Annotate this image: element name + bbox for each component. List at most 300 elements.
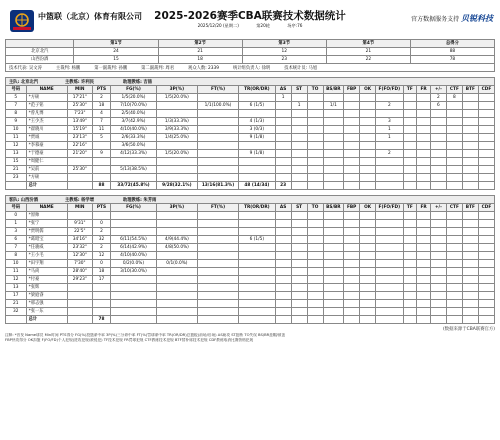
stat-cell — [323, 220, 344, 228]
stat-cell — [446, 174, 462, 182]
stat-cell — [323, 110, 344, 118]
stat-cell: 0 — [92, 220, 110, 228]
stat-cell — [376, 174, 403, 182]
stat-cell — [417, 228, 431, 236]
stat-cell — [417, 174, 431, 182]
stat-cell — [478, 134, 494, 142]
stat-cell: 7 — [92, 118, 110, 126]
quarter-score: 24 — [74, 48, 158, 56]
player-row — [6, 228, 495, 236]
player-row — [6, 260, 495, 268]
stats-column-header: FT(%) — [197, 204, 238, 212]
stat-cell — [307, 228, 323, 236]
stat-cell — [360, 260, 376, 268]
stat-cell: 25'30" — [67, 166, 92, 174]
stat-cell — [275, 268, 291, 276]
stat-cell — [462, 126, 478, 134]
stat-cell — [291, 308, 307, 316]
stat-cell: 6/11(54.5%) — [111, 236, 157, 244]
player-number: 8 — [6, 252, 27, 260]
team-name: 山西汾酒 — [6, 56, 74, 64]
stat-cell — [323, 150, 344, 158]
game-round: 第20轮 — [256, 23, 270, 28]
assistant-coach: 助理教练: 吉喆 — [123, 79, 152, 85]
stat-cell — [111, 276, 157, 284]
stat-cell — [197, 300, 238, 308]
stat-cell — [291, 252, 307, 260]
stat-cell — [344, 126, 360, 134]
stat-cell — [197, 220, 238, 228]
stat-cell: 22'16" — [67, 142, 92, 150]
stat-cell — [376, 300, 403, 308]
stat-cell — [275, 220, 291, 228]
stat-cell: 17 — [92, 276, 110, 284]
stat-cell — [360, 212, 376, 220]
stat-cell — [197, 126, 238, 134]
stat-cell — [111, 174, 157, 182]
stat-cell — [323, 228, 344, 236]
stat-cell — [417, 158, 431, 166]
stat-cell — [462, 110, 478, 118]
stat-cell: 18 — [92, 268, 110, 276]
stat-cell — [111, 228, 157, 236]
data-supporter — [411, 13, 493, 24]
stat-cell — [197, 142, 238, 150]
stat-cell: 1/1 — [323, 102, 344, 110]
sheet-header — [5, 3, 495, 39]
legend-line: FBP快攻得分 OK扣篮 F(FO/FD)个人犯规(进攻犯规/被侵犯) TF技术犯规 FR罚球犯规 CTF教练技术犯规 BTF替补席技术犯规 CDF教练取消比赛资格犯规 — [5, 338, 254, 343]
stats-column-header: CTF — [446, 86, 462, 94]
total-cell — [111, 316, 157, 324]
stat-cell — [376, 94, 403, 102]
stat-cell — [376, 212, 403, 220]
quarter-score: 21 — [326, 48, 410, 56]
stat-cell — [376, 236, 403, 244]
quarter-score: 23 — [242, 56, 326, 64]
stat-cell: 3/9(33.3%) — [156, 126, 197, 134]
stat-cell — [275, 110, 291, 118]
stat-cell — [360, 126, 376, 134]
stat-cell — [403, 166, 417, 174]
player-name: *贾明儒 — [26, 228, 67, 236]
stat-cell — [446, 284, 462, 292]
stat-cell — [446, 252, 462, 260]
total-score: 88 — [410, 48, 494, 56]
total-cell — [344, 182, 360, 190]
stat-cell — [291, 150, 307, 158]
stat-cell — [197, 174, 238, 182]
stat-cell — [417, 126, 431, 134]
stat-cell — [197, 118, 238, 126]
stat-cell — [376, 260, 403, 268]
stat-cell — [403, 236, 417, 244]
stat-cell — [239, 220, 276, 228]
stat-cell — [478, 212, 494, 220]
stat-cell — [197, 158, 238, 166]
stat-cell — [344, 292, 360, 300]
stat-cell — [291, 134, 307, 142]
stat-cell — [462, 220, 478, 228]
supporter-brand: 贝锐科技 — [461, 14, 493, 23]
stat-cell — [478, 276, 494, 284]
player-name: *田宇翔 — [26, 260, 67, 268]
stat-cell: 3/7(42.9%) — [111, 118, 157, 126]
stat-cell — [360, 300, 376, 308]
stat-cell — [239, 308, 276, 316]
stat-cell — [417, 236, 431, 244]
total-cell — [360, 316, 376, 324]
stat-cell: 21'20" — [67, 150, 92, 158]
stat-cell — [446, 158, 462, 166]
stat-cell: 1/4(25.0%) — [156, 134, 197, 142]
stat-cell — [462, 174, 478, 182]
stats-column-header: TF — [403, 204, 417, 212]
stat-cell — [430, 134, 446, 142]
stat-cell: 11 — [92, 126, 110, 134]
stats-column-header: 3P(%) — [156, 204, 197, 212]
stat-cell — [462, 118, 478, 126]
stats-column-header: OK — [360, 204, 376, 212]
total-cell — [462, 316, 478, 324]
total-cell: 总计 — [26, 316, 67, 324]
total-cell: 9/28(32.1%) — [156, 182, 197, 190]
quarter-header-cell — [6, 40, 74, 48]
stat-cell — [417, 244, 431, 252]
stat-cell — [417, 212, 431, 220]
stat-cell — [360, 284, 376, 292]
stats-column-header: F(FO/FD) — [376, 204, 403, 212]
stat-cell — [291, 292, 307, 300]
stat-cell — [478, 126, 494, 134]
stat-cell — [344, 252, 360, 260]
stat-cell — [360, 292, 376, 300]
stat-cell — [239, 158, 276, 166]
stat-cell — [239, 228, 276, 236]
referee-second: 第一副裁判: 孙鹏 — [94, 65, 128, 71]
stat-cell: 12'30" — [67, 252, 92, 260]
stats-column-header: 号码 — [6, 204, 27, 212]
stat-cell — [239, 244, 276, 252]
player-name: *原帅 — [26, 212, 67, 220]
stat-cell — [344, 260, 360, 268]
stat-cell — [403, 292, 417, 300]
stat-cell — [417, 284, 431, 292]
stat-cell: 1/5(20.0%) — [111, 94, 157, 102]
total-cell — [403, 182, 417, 190]
stat-cell — [403, 142, 417, 150]
player-row — [6, 134, 495, 142]
total-cell — [446, 182, 462, 190]
stat-cell — [67, 292, 92, 300]
stat-cell — [478, 244, 494, 252]
stat-cell — [67, 158, 92, 166]
stat-cell — [462, 308, 478, 316]
stat-cell — [323, 212, 344, 220]
stat-cell — [344, 166, 360, 174]
stat-cell — [462, 212, 478, 220]
stat-cell — [92, 158, 110, 166]
stat-cell — [430, 276, 446, 284]
stat-cell: 0 — [92, 260, 110, 268]
stat-cell — [360, 276, 376, 284]
stat-cell — [344, 300, 360, 308]
stat-cell — [92, 300, 110, 308]
stat-cell — [462, 134, 478, 142]
stats-column-header: F(FO/FD) — [376, 86, 403, 94]
stat-cell — [376, 308, 403, 316]
stat-cell — [291, 166, 307, 174]
stat-cell — [446, 228, 462, 236]
player-row — [6, 158, 495, 166]
total-cell — [462, 182, 478, 190]
stat-cell — [239, 94, 276, 102]
stat-cell — [275, 126, 291, 134]
team-heading — [5, 195, 495, 203]
stat-cell — [462, 268, 478, 276]
stat-cell: 0/2(0.0%) — [111, 260, 157, 268]
stat-cell — [462, 142, 478, 150]
stat-cell — [307, 150, 323, 158]
stat-cell — [275, 300, 291, 308]
total-cell: 33/72(45.8%) — [111, 182, 157, 190]
stat-cell — [446, 134, 462, 142]
home-team-block — [5, 77, 495, 190]
stat-cell — [275, 174, 291, 182]
stat-cell — [462, 276, 478, 284]
stat-cell — [344, 150, 360, 158]
stat-cell: 6 (1/5) — [239, 236, 276, 244]
stats-column-header: OK — [360, 86, 376, 94]
player-row — [6, 110, 495, 118]
stat-cell: 25'30" — [67, 102, 92, 110]
player-number: 7 — [6, 244, 27, 252]
stat-cell — [344, 142, 360, 150]
quarter-score: 18 — [158, 56, 242, 64]
stat-cell — [446, 292, 462, 300]
stat-cell: 34'16" — [67, 236, 92, 244]
stats-clerk: 技术统计员: 马旭 — [284, 65, 318, 71]
stat-cell — [156, 174, 197, 182]
total-cell — [403, 316, 417, 324]
stat-cell — [239, 260, 276, 268]
stat-cell — [376, 110, 403, 118]
stat-cell — [291, 110, 307, 118]
player-number: 1 — [6, 220, 27, 228]
total-cell — [417, 182, 431, 190]
stat-cell — [344, 236, 360, 244]
stat-cell — [197, 308, 238, 316]
player-name: *周健仁 — [26, 158, 67, 166]
stat-cell — [403, 228, 417, 236]
total-cell: 48 (14/34) — [239, 182, 276, 190]
stats-column-header: NAME — [26, 204, 67, 212]
stat-cell — [291, 260, 307, 268]
player-row — [6, 276, 495, 284]
stat-cell — [239, 110, 276, 118]
stat-cell — [376, 276, 403, 284]
player-name: *王小毛 — [26, 252, 67, 260]
stat-cell: 32 — [92, 236, 110, 244]
stat-cell — [291, 236, 307, 244]
stat-cell — [156, 308, 197, 316]
stats-header-row — [6, 204, 495, 212]
total-cell — [6, 316, 27, 324]
stat-cell — [291, 284, 307, 292]
stat-cell — [344, 158, 360, 166]
stat-cell — [417, 300, 431, 308]
player-name: *葛昭宝 — [26, 236, 67, 244]
stat-cell — [430, 244, 446, 252]
stat-cell — [111, 308, 157, 316]
total-cell — [323, 316, 344, 324]
player-name: *方硕 — [26, 94, 67, 102]
stat-cell — [417, 102, 431, 110]
stat-cell — [239, 252, 276, 260]
stat-cell — [323, 134, 344, 142]
stat-cell — [323, 94, 344, 102]
stat-cell — [92, 292, 110, 300]
stat-cell — [430, 166, 446, 174]
stat-cell: 2 — [430, 94, 446, 102]
total-cell — [430, 316, 446, 324]
stat-cell — [446, 212, 462, 220]
total-cell — [478, 182, 494, 190]
stats-column-header: BTF — [462, 86, 478, 94]
stat-cell: 1/3(33.3%) — [156, 118, 197, 126]
stat-cell — [239, 292, 276, 300]
stat-cell: 13'49" — [67, 118, 92, 126]
player-name: *吴前 — [26, 166, 67, 174]
stat-cell — [462, 236, 478, 244]
player-number: 32 — [6, 308, 27, 316]
stat-cell — [462, 292, 478, 300]
stat-cell — [323, 244, 344, 252]
stat-cell — [417, 118, 431, 126]
stat-cell — [307, 212, 323, 220]
stat-cell — [197, 228, 238, 236]
player-stats-table — [5, 203, 495, 324]
stat-cell — [417, 150, 431, 158]
stat-cell — [156, 110, 197, 118]
stat-cell — [376, 166, 403, 174]
stat-cell — [403, 118, 417, 126]
stat-cell — [360, 252, 376, 260]
stat-cell — [239, 212, 276, 220]
stat-cell — [403, 150, 417, 158]
player-name: *王少杰 — [26, 118, 67, 126]
stat-cell — [360, 244, 376, 252]
stat-cell — [156, 158, 197, 166]
stat-cell — [239, 284, 276, 292]
stat-cell — [360, 94, 376, 102]
stat-cell — [67, 212, 92, 220]
player-name: *任骏威 — [26, 244, 67, 252]
stat-cell: 9 (1/8) — [239, 134, 276, 142]
stat-cell: 8 — [446, 94, 462, 102]
stat-cell — [344, 268, 360, 276]
stat-cell — [446, 166, 462, 174]
stat-cell — [275, 244, 291, 252]
stat-cell: 4 — [92, 110, 110, 118]
stat-cell — [323, 308, 344, 316]
player-name: *曾凡博 — [26, 110, 67, 118]
total-cell: 88 — [92, 182, 110, 190]
stat-cell — [323, 300, 344, 308]
player-number: 15 — [6, 158, 27, 166]
stat-cell — [430, 268, 446, 276]
player-name: *方硕 — [26, 174, 67, 182]
stat-cell: 3 — [376, 118, 403, 126]
stat-cell — [275, 212, 291, 220]
total-cell — [291, 182, 307, 190]
stat-cell — [92, 284, 110, 292]
stat-cell — [417, 260, 431, 268]
stat-cell: 23'32" — [67, 244, 92, 252]
player-row — [6, 284, 495, 292]
stat-cell — [360, 174, 376, 182]
stat-cell — [156, 292, 197, 300]
stat-cell — [403, 134, 417, 142]
total-cell — [376, 316, 403, 324]
stat-cell — [446, 118, 462, 126]
total-cell — [344, 316, 360, 324]
stat-cell — [156, 142, 197, 150]
quarter-score: 22 — [326, 56, 410, 64]
stat-cell — [403, 126, 417, 134]
player-name: *邢志强 — [26, 300, 67, 308]
stat-cell — [323, 268, 344, 276]
player-number: 13 — [6, 150, 27, 158]
quarter-score: 12 — [242, 48, 326, 56]
stat-cell — [197, 150, 238, 158]
stat-cell — [307, 268, 323, 276]
stat-cell — [291, 174, 307, 182]
stat-cell — [156, 212, 197, 220]
page-title: 2025-2026赛季CBA联赛技术数据统计 — [154, 10, 346, 22]
stats-column-header: 3P(%) — [156, 86, 197, 94]
player-name: *张辉 — [26, 284, 67, 292]
player-row — [6, 236, 495, 244]
player-stats-table — [5, 85, 495, 190]
stat-cell — [239, 268, 276, 276]
stat-cell — [344, 220, 360, 228]
game-date: 2025/12/20 (星期二) — [197, 23, 239, 28]
team-name: 北京北汽 — [6, 48, 74, 56]
stat-cell — [239, 276, 276, 284]
total-cell: 23 — [275, 182, 291, 190]
stats-column-header: FT(%) — [197, 86, 238, 94]
stat-cell: 3 (0/3) — [239, 126, 276, 134]
stat-cell — [360, 166, 376, 174]
stats-column-header: PTS — [92, 86, 110, 94]
total-cell: 78 — [92, 316, 110, 324]
stats-column-header: ST — [291, 86, 307, 94]
stat-cell: 2 — [92, 228, 110, 236]
stat-cell — [462, 94, 478, 102]
stat-cell — [92, 212, 110, 220]
stat-cell: 1/5(20.0%) — [156, 94, 197, 102]
total-cell — [360, 182, 376, 190]
stat-cell: 5/13(38.5%) — [111, 166, 157, 174]
player-number: 13 — [6, 284, 27, 292]
stat-cell — [156, 252, 197, 260]
player-number: 5 — [6, 94, 27, 102]
stat-cell — [360, 308, 376, 316]
stat-cell: 9 — [92, 150, 110, 158]
stat-cell — [462, 158, 478, 166]
stat-cell — [307, 174, 323, 182]
officials-row — [5, 64, 495, 72]
